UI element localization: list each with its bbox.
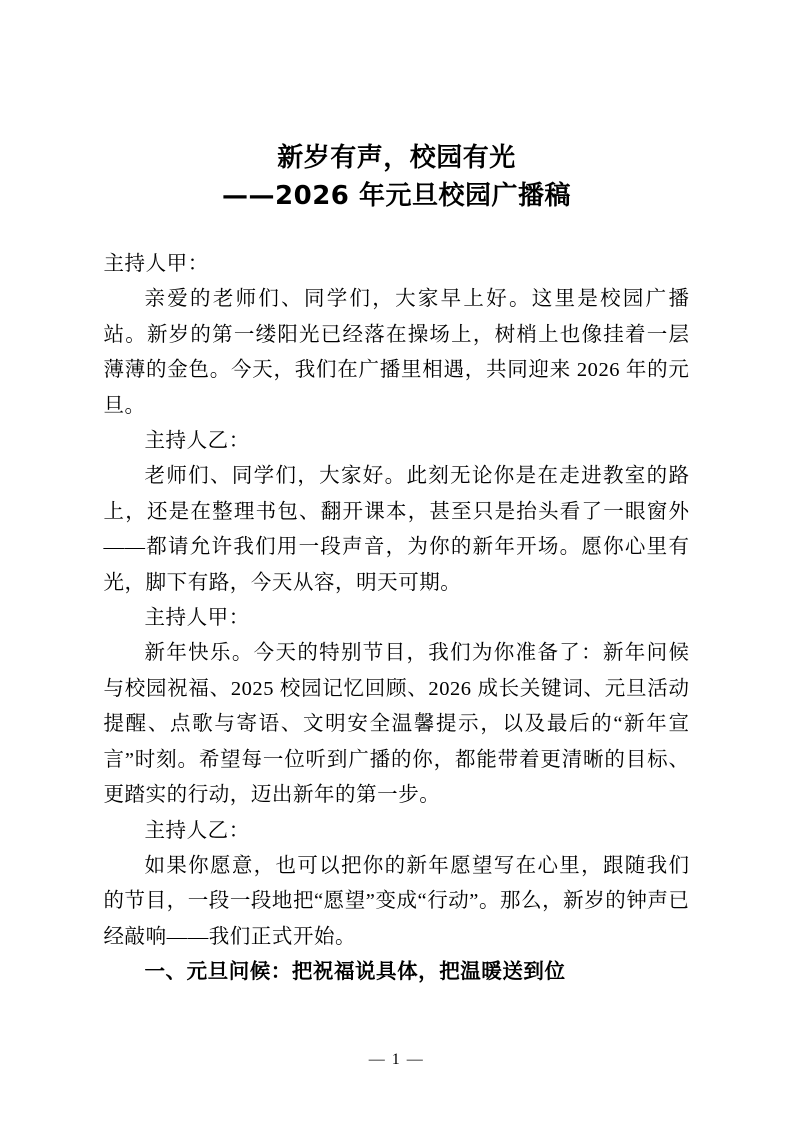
body-paragraph: 如果你愿意，也可以把你的新年愿望写在心里，跟随我们的节目，一段一段地把“愿望”变成“行动”。那么，新岁的钟声已经敲响——我们正式开始。 (103, 854, 690, 948)
speaker-label: 主持人乙： (144, 819, 250, 842)
body-paragraph: 老师们、同学们，大家好。此刻无论你是在走进教室的路上，还是在整理书包、翻开课本，甚至只是抬头看了一眼窗外——都请允许我们用一段声音，为你的新年开场。愿你心里有光，脚下有路，今天从容，明天可期。 (103, 465, 690, 594)
body-paragraph: 亲爱的老师们、同学们，大家早上好。这里是校园广播站。新岁的第一缕阳光已经落在操场上，树梢上也像挂着一层薄薄的金色。今天，我们在广播里相遇，共同迎来 2026 年的元旦。 (103, 288, 690, 417)
speaker-label: 主持人甲： (103, 253, 209, 275)
page-footer (0, 1050, 793, 1070)
document-body (104, 215, 690, 991)
section-heading: 一、元旦问候：把祝福说具体，把温暖送到位 (144, 961, 566, 984)
page-title: 新岁有声，校园有光 (277, 143, 516, 173)
page-subtitle: ——2026 年元旦校园广播稿 (222, 181, 571, 211)
speaker-label: 主持人甲： (144, 607, 250, 630)
title-block (0, 0, 793, 215)
speaker-label: 主持人乙： (144, 430, 250, 453)
page-number: — 1 — (368, 1051, 425, 1068)
body-paragraph: 新年快乐。今天的特别节目，我们为你准备了：新年问候与校园祝福、2025 校园记忆回顾、2026 成长关键词、元旦活动提醒、点歌与寄语、文明安全温馨提示，以及最后的“新年宣言”时刻。希望每一位听到广播的你，都能带着更清晰的目标、更踏实的行动，迈出新年的第一步。 (103, 642, 690, 807)
